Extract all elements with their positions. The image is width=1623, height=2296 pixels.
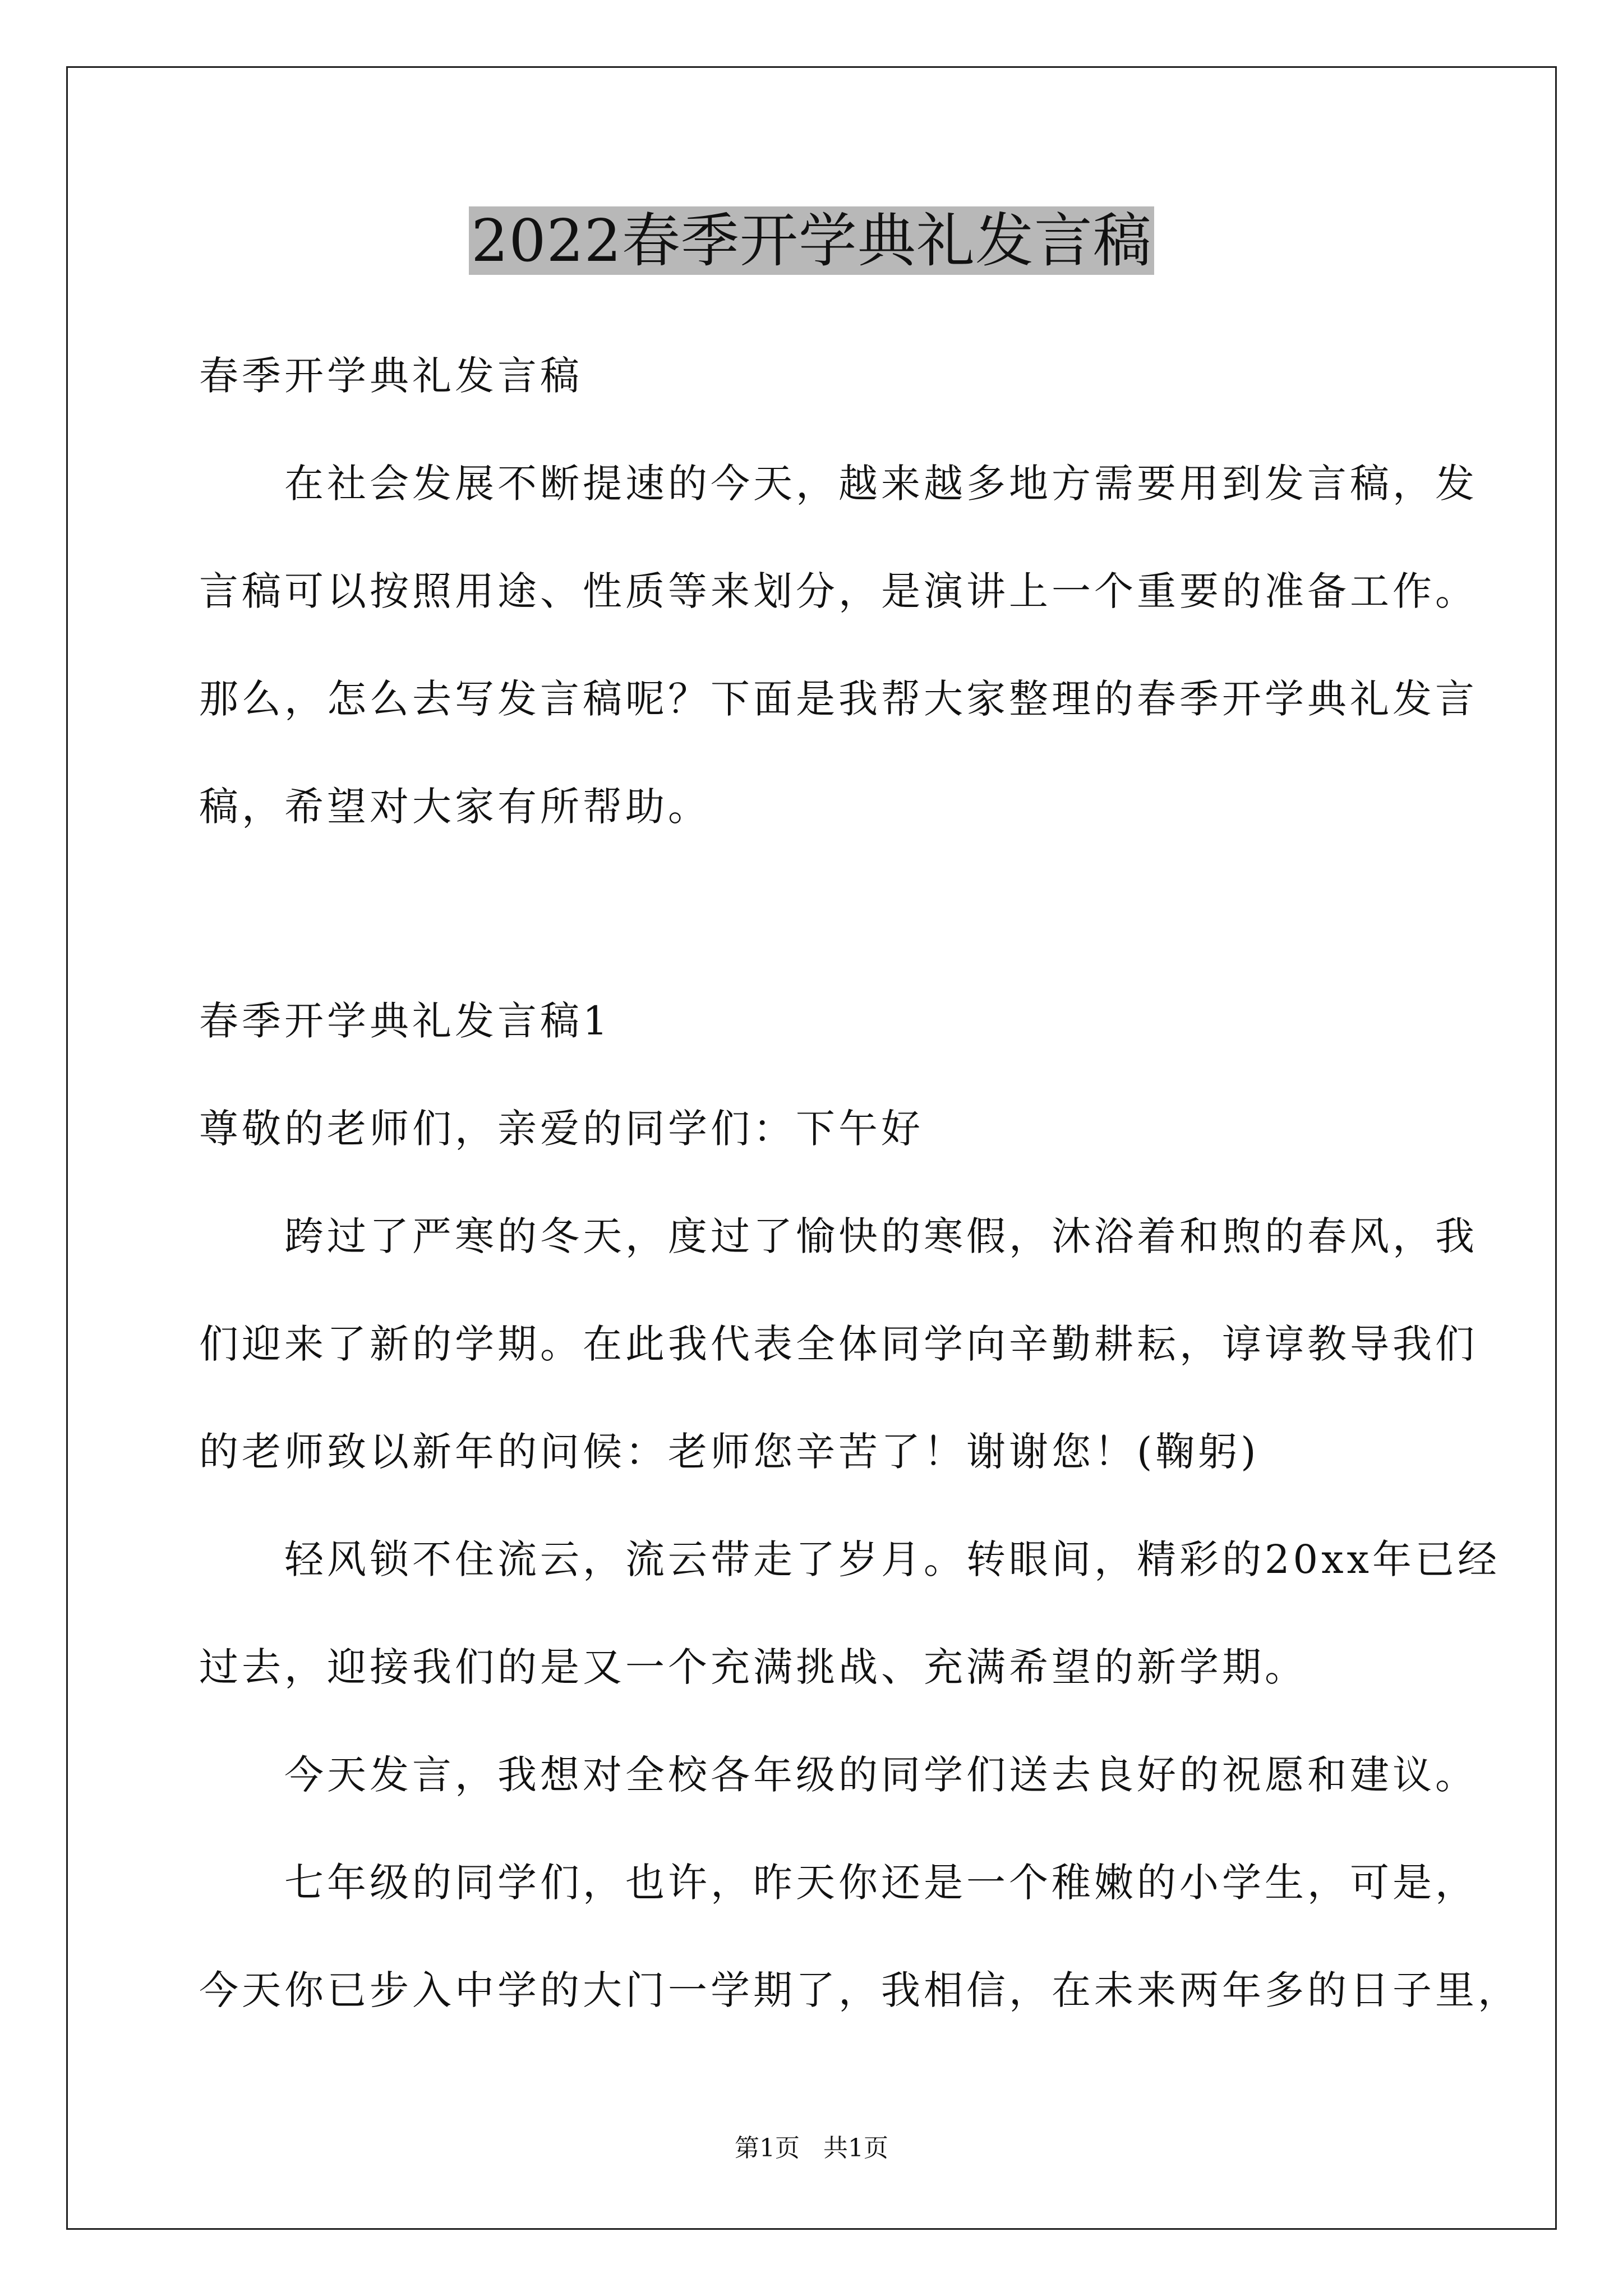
- paragraph-line: 跨过了严寒的冬天，度过了愉快的寒假，沐浴着和煦的春风，我: [199, 1213, 1478, 1259]
- paragraph-line: 今天你已步入中学的大门一学期了，我相信，在未来两年多的日子里，: [199, 1967, 1520, 2013]
- paragraph-line: 的老师致以新年的问候：老师您辛苦了！谢谢您！(鞠躬): [199, 1429, 1260, 1475]
- paragraph-line: 今天发言，我想对全校各年级的同学们送去良好的祝愿和建议。: [199, 1752, 1478, 1798]
- greeting-line: 尊敬的老师们，亲爱的同学们：下午好: [199, 1106, 924, 1152]
- paragraph-line: 那么，怎么去写发言稿呢？下面是我帮大家整理的春季开学典礼发言: [199, 676, 1478, 722]
- paragraph-line: 们迎来了新的学期。在此我代表全体同学向辛勤耕耘，谆谆教导我们: [199, 1321, 1478, 1367]
- paragraph-line: 七年级的同学们，也许，昨天你还是一个稚嫩的小学生，可是，: [199, 1860, 1478, 1906]
- paragraph-line: 轻风锁不住流云，流云带走了岁月。转眼间，精彩的20xx年已经: [199, 1536, 1501, 1582]
- section-heading: 春季开学典礼发言稿1: [199, 998, 611, 1044]
- paragraph-line: 过去，迎接我们的是又一个充满挑战、充满希望的新学期。: [199, 1644, 1307, 1690]
- paragraph-line: 稿，希望对大家有所帮助。: [199, 784, 711, 830]
- paragraph-line: 在社会发展不断提速的今天，越来越多地方需要用到发言稿，发: [199, 461, 1478, 507]
- paragraph-line: 言稿可以按照用途、性质等来划分，是演讲上一个重要的准备工作。: [199, 568, 1478, 614]
- document-title: [0, 199, 1623, 283]
- document-title-text: 2022春季开学典礼发言稿: [469, 206, 1154, 275]
- subtitle: 春季开学典礼发言稿: [199, 353, 583, 399]
- page-footer: 第1页 共1页: [735, 2134, 888, 2162]
